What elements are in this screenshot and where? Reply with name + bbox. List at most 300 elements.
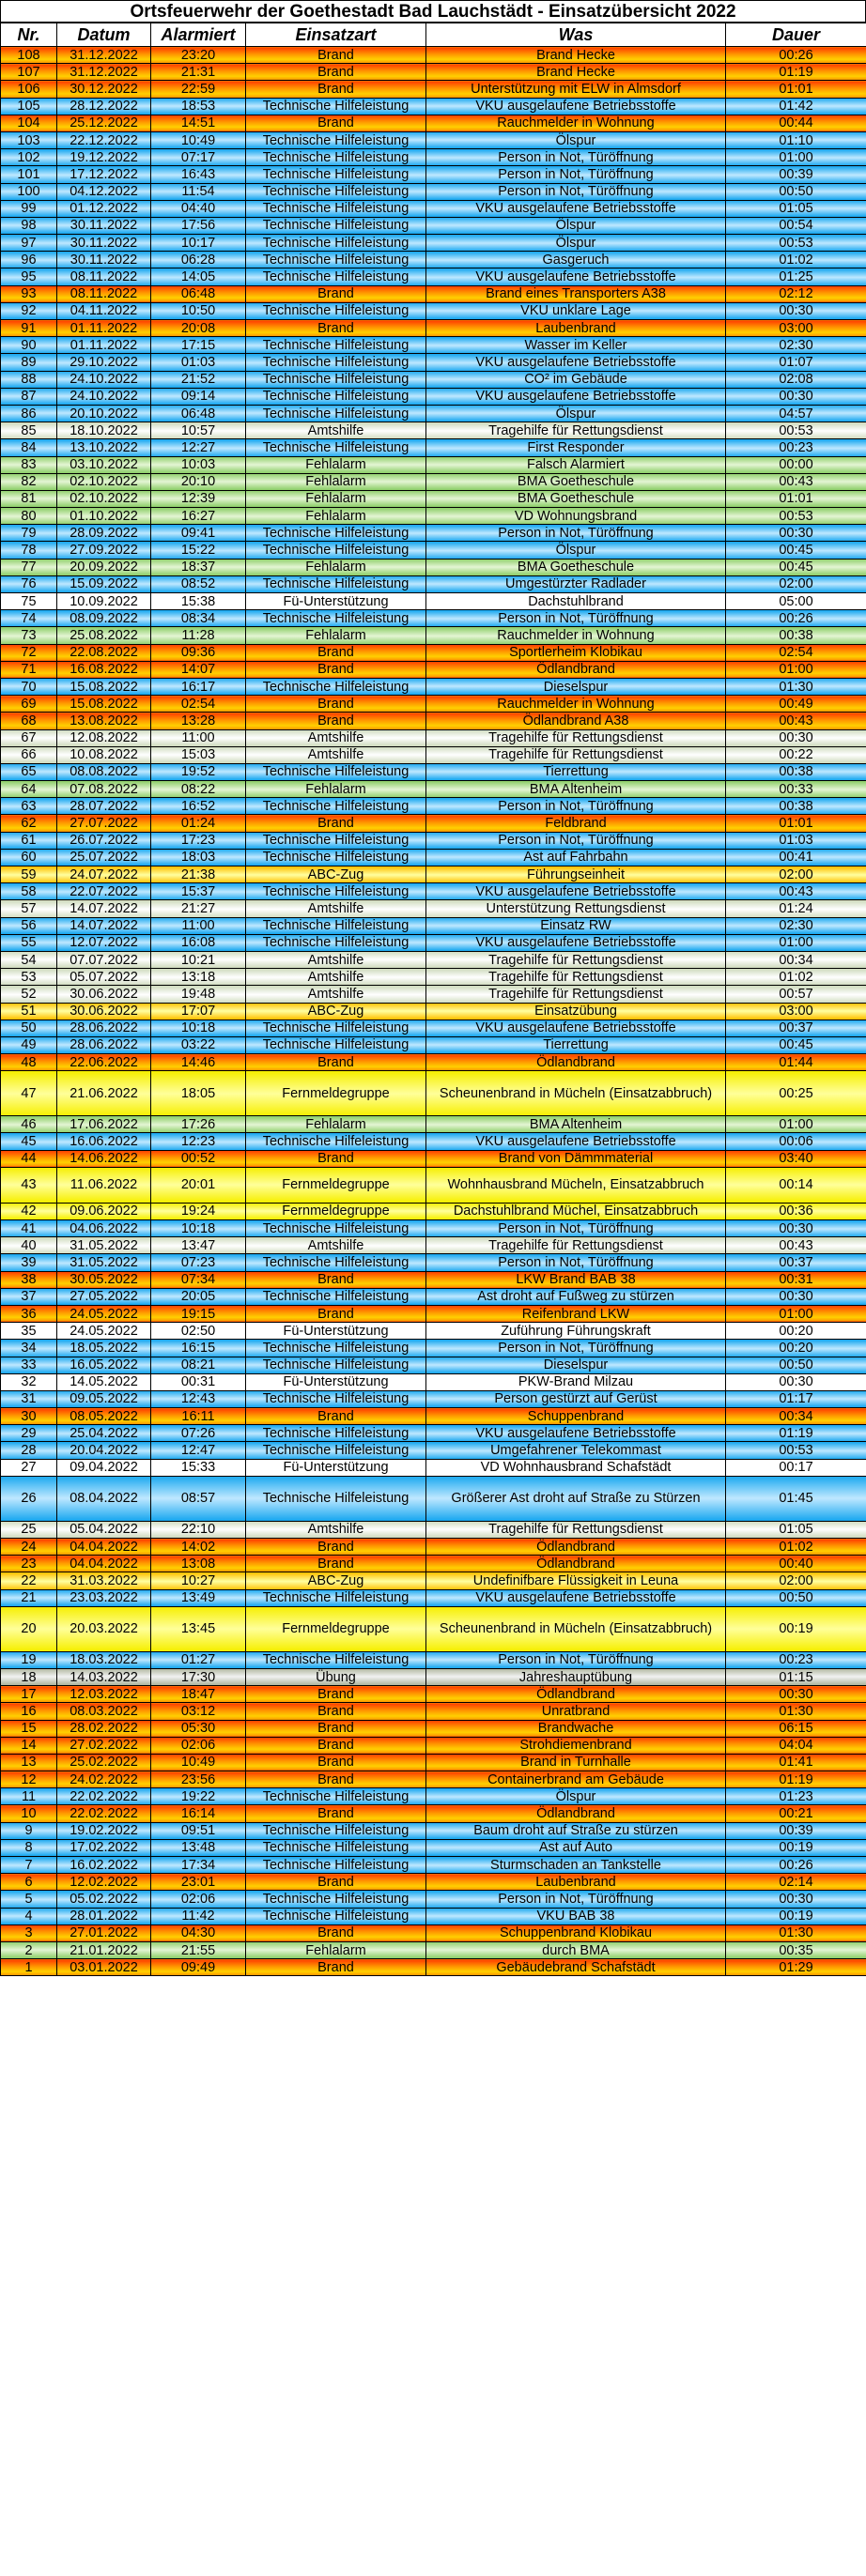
- table-row: [1, 268, 866, 285]
- cell-einsatzart: Technische Hilfeleistung: [246, 1357, 426, 1373]
- cell-datum: 22.02.2022: [57, 1788, 151, 1805]
- cell-was: VKU ausgelaufene Betriebsstoffe: [426, 354, 726, 371]
- cell-was: Dachstuhlbrand Müchel, Einsatzabbruch: [426, 1203, 726, 1219]
- cell-einsatzart: Technische Hilfeleistung: [246, 183, 426, 200]
- cell-datum: 20.09.2022: [57, 559, 151, 575]
- cell-alarmiert: 21:38: [151, 866, 246, 883]
- cell-dauer: 00:41: [726, 849, 866, 866]
- cell-nr: 82: [1, 473, 57, 490]
- cell-alarmiert: 21:31: [151, 64, 246, 81]
- cell-was: LKW Brand BAB 38: [426, 1271, 726, 1288]
- cell-einsatzart: Technische Hilfeleistung: [246, 610, 426, 627]
- cell-einsatzart: Brand: [246, 1959, 426, 1976]
- table-row: [1, 149, 866, 166]
- cell-dauer: 01:29: [726, 1959, 866, 1976]
- table-row: [1, 969, 866, 986]
- cell-einsatzart: Technische Hilfeleistung: [246, 1908, 426, 1924]
- cell-datum: 16.06.2022: [57, 1133, 151, 1150]
- table-row: [1, 1556, 866, 1572]
- cell-nr: 10: [1, 1805, 57, 1822]
- cell-was: VKU BAB 38: [426, 1908, 726, 1924]
- cell-alarmiert: 08:34: [151, 610, 246, 627]
- cell-datum: 12.08.2022: [57, 729, 151, 746]
- table-row: [1, 1425, 866, 1442]
- table-row: [1, 559, 866, 575]
- cell-einsatzart: Technische Hilfeleistung: [246, 934, 426, 951]
- cell-dauer: 02:00: [726, 1572, 866, 1589]
- cell-nr: 87: [1, 388, 57, 405]
- cell-einsatzart: Technische Hilfeleistung: [246, 1442, 426, 1459]
- cell-alarmiert: 11:54: [151, 183, 246, 200]
- cell-nr: 93: [1, 285, 57, 302]
- cell-einsatzart: Technische Hilfeleistung: [246, 252, 426, 268]
- table-row: [1, 217, 866, 234]
- cell-nr: 20: [1, 1606, 57, 1651]
- cell-datum: 07.07.2022: [57, 951, 151, 968]
- cell-nr: 45: [1, 1133, 57, 1150]
- cell-was: Tragehilfe für Rettungsdienst: [426, 969, 726, 986]
- cell-nr: 55: [1, 934, 57, 951]
- cell-einsatzart: Brand: [246, 285, 426, 302]
- cell-alarmiert: 02:54: [151, 696, 246, 713]
- cell-einsatzart: Brand: [246, 64, 426, 81]
- cell-nr: 36: [1, 1305, 57, 1322]
- cell-nr: 49: [1, 1036, 57, 1053]
- cell-alarmiert: 04:40: [151, 200, 246, 217]
- cell-datum: 24.02.2022: [57, 1771, 151, 1788]
- table-row: [1, 1874, 866, 1891]
- cell-datum: 05.07.2022: [57, 969, 151, 986]
- cell-einsatzart: Technische Hilfeleistung: [246, 1651, 426, 1668]
- table-body: [1, 47, 866, 1976]
- cell-nr: 62: [1, 815, 57, 832]
- cell-was: Jahreshauptübung: [426, 1668, 726, 1685]
- cell-was: Zuführung Führungskraft: [426, 1323, 726, 1340]
- cell-einsatzart: Brand: [246, 713, 426, 729]
- cell-datum: 05.04.2022: [57, 1521, 151, 1538]
- cell-einsatzart: Brand: [246, 1054, 426, 1071]
- cell-was: Strohdiemenbrand: [426, 1737, 726, 1754]
- cell-dauer: 00:53: [726, 422, 866, 439]
- cell-was: VD Wohnungsbrand: [426, 508, 726, 525]
- cell-einsatzart: ABC-Zug: [246, 1003, 426, 1020]
- table-row: [1, 1788, 866, 1805]
- cell-nr: 97: [1, 235, 57, 252]
- cell-datum: 16.05.2022: [57, 1357, 151, 1373]
- cell-einsatzart: Technische Hilfeleistung: [246, 1288, 426, 1305]
- cell-einsatzart: Fehlalarm: [246, 490, 426, 507]
- cell-datum: 20.03.2022: [57, 1606, 151, 1651]
- cell-was: Ödlandbrand: [426, 1556, 726, 1572]
- cell-nr: 59: [1, 866, 57, 883]
- cell-alarmiert: 11:42: [151, 1908, 246, 1924]
- cell-einsatzart: Technische Hilfeleistung: [246, 917, 426, 934]
- cell-einsatzart: Technische Hilfeleistung: [246, 371, 426, 388]
- cell-was: Tragehilfe für Rettungsdienst: [426, 951, 726, 968]
- cell-nr: 80: [1, 508, 57, 525]
- cell-nr: 39: [1, 1254, 57, 1271]
- cell-alarmiert: 01:03: [151, 354, 246, 371]
- cell-was: BMA Goetheschule: [426, 490, 726, 507]
- cell-alarmiert: 18:05: [151, 1071, 246, 1116]
- cell-was: Laubenbrand: [426, 1874, 726, 1891]
- cell-einsatzart: Technische Hilfeleistung: [246, 1822, 426, 1839]
- cell-alarmiert: 13:47: [151, 1237, 246, 1254]
- cell-dauer: 03:00: [726, 1003, 866, 1020]
- cell-datum: 27.01.2022: [57, 1924, 151, 1941]
- table-row: [1, 1959, 866, 1976]
- cell-dauer: 01:03: [726, 832, 866, 849]
- cell-nr: 85: [1, 422, 57, 439]
- cell-was: Brand Hecke: [426, 64, 726, 81]
- table-row: [1, 1305, 866, 1322]
- cell-was: Ödlandbrand: [426, 1054, 726, 1071]
- cell-nr: 65: [1, 763, 57, 780]
- cell-dauer: 00:50: [726, 1589, 866, 1606]
- cell-alarmiert: 09:41: [151, 525, 246, 542]
- cell-alarmiert: 12:23: [151, 1133, 246, 1150]
- cell-nr: 44: [1, 1150, 57, 1167]
- cell-einsatzart: Technische Hilfeleistung: [246, 405, 426, 422]
- cell-was: Ölspur: [426, 131, 726, 148]
- table-row: [1, 1003, 866, 1020]
- cell-einsatzart: Technische Hilfeleistung: [246, 439, 426, 456]
- table-row: [1, 1924, 866, 1941]
- cell-einsatzart: Brand: [246, 81, 426, 98]
- cell-datum: 07.08.2022: [57, 781, 151, 798]
- table-row: [1, 1254, 866, 1271]
- cell-was: BMA Altenheim: [426, 1116, 726, 1133]
- cell-dauer: 02:30: [726, 337, 866, 354]
- table-row: [1, 696, 866, 713]
- cell-einsatzart: Brand: [246, 1703, 426, 1720]
- cell-alarmiert: 23:20: [151, 47, 246, 64]
- cell-dauer: 01:44: [726, 1054, 866, 1071]
- table-row: [1, 746, 866, 763]
- cell-alarmiert: 14:05: [151, 268, 246, 285]
- cell-alarmiert: 16:52: [151, 798, 246, 815]
- table-row: [1, 473, 866, 490]
- cell-alarmiert: 08:21: [151, 1357, 246, 1373]
- cell-einsatzart: Brand: [246, 696, 426, 713]
- cell-datum: 13.10.2022: [57, 439, 151, 456]
- cell-was: Wasser im Keller: [426, 337, 726, 354]
- cell-was: VKU ausgelaufene Betriebsstoffe: [426, 98, 726, 115]
- cell-datum: 20.10.2022: [57, 405, 151, 422]
- cell-nr: 57: [1, 900, 57, 917]
- cell-was: VKU ausgelaufene Betriebsstoffe: [426, 200, 726, 217]
- cell-einsatzart: Fehlalarm: [246, 559, 426, 575]
- cell-alarmiert: 16:17: [151, 678, 246, 695]
- cell-was: Person in Not, Türöffnung: [426, 525, 726, 542]
- cell-alarmiert: 01:27: [151, 1651, 246, 1668]
- cell-nr: 41: [1, 1220, 57, 1237]
- cell-was: Führungseinheit: [426, 866, 726, 883]
- cell-einsatzart: Fü-Unterstützung: [246, 593, 426, 610]
- cell-einsatzart: Brand: [246, 1150, 426, 1167]
- header-alarmiert: Alarmiert: [151, 23, 246, 47]
- cell-einsatzart: Fehlalarm: [246, 1941, 426, 1958]
- cell-nr: 101: [1, 166, 57, 183]
- cell-was: Unterstützung Rettungsdienst: [426, 900, 726, 917]
- cell-dauer: 01:10: [726, 131, 866, 148]
- cell-nr: 54: [1, 951, 57, 968]
- cell-nr: 30: [1, 1408, 57, 1425]
- table-row: [1, 883, 866, 900]
- cell-datum: 22.06.2022: [57, 1054, 151, 1071]
- cell-nr: 21: [1, 1589, 57, 1606]
- cell-alarmiert: 19:22: [151, 1788, 246, 1805]
- cell-datum: 03.10.2022: [57, 456, 151, 473]
- cell-was: Tragehilfe für Rettungsdienst: [426, 729, 726, 746]
- cell-alarmiert: 11:00: [151, 729, 246, 746]
- cell-nr: 50: [1, 1020, 57, 1036]
- cell-alarmiert: 10:17: [151, 235, 246, 252]
- cell-nr: 3: [1, 1924, 57, 1941]
- cell-nr: 29: [1, 1425, 57, 1442]
- cell-dauer: 01:02: [726, 252, 866, 268]
- cell-alarmiert: 10:50: [151, 302, 246, 319]
- cell-was: Scheunenbrand in Mücheln (Einsatzabbruch): [426, 1606, 726, 1651]
- cell-datum: 28.06.2022: [57, 1036, 151, 1053]
- cell-was: Containerbrand am Gebäude: [426, 1771, 726, 1788]
- cell-dauer: 02:30: [726, 917, 866, 934]
- cell-nr: 102: [1, 149, 57, 166]
- cell-was: VKU ausgelaufene Betriebsstoffe: [426, 934, 726, 951]
- cell-alarmiert: 18:47: [151, 1686, 246, 1703]
- cell-alarmiert: 20:05: [151, 1288, 246, 1305]
- cell-alarmiert: 14:07: [151, 661, 246, 678]
- cell-dauer: 00:30: [726, 388, 866, 405]
- table-row: [1, 285, 866, 302]
- cell-alarmiert: 22:10: [151, 1521, 246, 1538]
- cell-was: Tierrettung: [426, 763, 726, 780]
- cell-nr: 90: [1, 337, 57, 354]
- cell-dauer: 01:00: [726, 934, 866, 951]
- cell-dauer: 01:19: [726, 64, 866, 81]
- cell-einsatzart: Technische Hilfeleistung: [246, 149, 426, 166]
- cell-nr: 66: [1, 746, 57, 763]
- cell-was: Umgestürzter Radlader: [426, 575, 726, 592]
- cell-alarmiert: 14:51: [151, 115, 246, 131]
- cell-einsatzart: Technische Hilfeleistung: [246, 1036, 426, 1053]
- cell-was: Person in Not, Türöffnung: [426, 166, 726, 183]
- cell-einsatzart: Fernmeldegruppe: [246, 1071, 426, 1116]
- table-row: [1, 490, 866, 507]
- table-row: [1, 508, 866, 525]
- cell-datum: 01.11.2022: [57, 320, 151, 337]
- cell-nr: 26: [1, 1476, 57, 1521]
- cell-datum: 27.09.2022: [57, 542, 151, 559]
- header-datum: Datum: [57, 23, 151, 47]
- cell-was: VKU ausgelaufene Betriebsstoffe: [426, 883, 726, 900]
- table-row: [1, 337, 866, 354]
- cell-nr: 18: [1, 1668, 57, 1685]
- cell-was: Person in Not, Türöffnung: [426, 610, 726, 627]
- cell-einsatzart: Fehlalarm: [246, 456, 426, 473]
- cell-dauer: 04:57: [726, 405, 866, 422]
- cell-alarmiert: 08:57: [151, 1476, 246, 1521]
- cell-was: Gebäudebrand Schafstädt: [426, 1959, 726, 1976]
- cell-dauer: 06:15: [726, 1720, 866, 1737]
- cell-nr: 75: [1, 593, 57, 610]
- cell-nr: 51: [1, 1003, 57, 1020]
- cell-alarmiert: 02:06: [151, 1891, 246, 1908]
- cell-dauer: 00:33: [726, 781, 866, 798]
- cell-einsatzart: Fehlalarm: [246, 781, 426, 798]
- cell-alarmiert: 17:26: [151, 1116, 246, 1133]
- cell-alarmiert: 19:24: [151, 1203, 246, 1219]
- cell-alarmiert: 14:02: [151, 1539, 246, 1556]
- cell-dauer: 01:00: [726, 661, 866, 678]
- cell-nr: 24: [1, 1539, 57, 1556]
- cell-was: Unratbrand: [426, 1703, 726, 1720]
- cell-nr: 76: [1, 575, 57, 592]
- cell-nr: 1: [1, 1959, 57, 1976]
- table-row: [1, 1651, 866, 1668]
- cell-einsatzart: Brand: [246, 47, 426, 64]
- cell-einsatzart: Brand: [246, 115, 426, 131]
- cell-alarmiert: 15:03: [151, 746, 246, 763]
- cell-datum: 21.06.2022: [57, 1071, 151, 1116]
- cell-was: Person in Not, Türöffnung: [426, 1891, 726, 1908]
- cell-was: BMA Goetheschule: [426, 473, 726, 490]
- table-row: [1, 1357, 866, 1373]
- cell-alarmiert: 07:17: [151, 149, 246, 166]
- cell-alarmiert: 17:34: [151, 1857, 246, 1874]
- cell-datum: 25.08.2022: [57, 627, 151, 644]
- cell-alarmiert: 08:22: [151, 781, 246, 798]
- cell-dauer: 00:37: [726, 1020, 866, 1036]
- cell-alarmiert: 18:37: [151, 559, 246, 575]
- cell-nr: 70: [1, 678, 57, 695]
- cell-was: Undefinifbare Flüssigkeit in Leuna: [426, 1572, 726, 1589]
- cell-alarmiert: 19:52: [151, 763, 246, 780]
- cell-datum: 23.03.2022: [57, 1589, 151, 1606]
- cell-alarmiert: 11:00: [151, 917, 246, 934]
- cell-nr: 100: [1, 183, 57, 200]
- cell-einsatzart: Amtshilfe: [246, 422, 426, 439]
- cell-datum: 19.12.2022: [57, 149, 151, 166]
- table-row: [1, 1839, 866, 1856]
- table-row: [1, 1150, 866, 1167]
- cell-was: Ast droht auf Fußweg zu stürzen: [426, 1288, 726, 1305]
- cell-datum: 15.08.2022: [57, 696, 151, 713]
- table-row: [1, 1668, 866, 1685]
- cell-datum: 18.03.2022: [57, 1651, 151, 1668]
- table-row: [1, 644, 866, 661]
- cell-einsatzart: Technische Hilfeleistung: [246, 1020, 426, 1036]
- table-row: [1, 1459, 866, 1476]
- cell-alarmiert: 10:18: [151, 1220, 246, 1237]
- cell-dauer: 00:45: [726, 542, 866, 559]
- cell-dauer: 00:30: [726, 302, 866, 319]
- cell-alarmiert: 21:52: [151, 371, 246, 388]
- cell-einsatzart: Fehlalarm: [246, 627, 426, 644]
- table-row: [1, 1737, 866, 1754]
- cell-dauer: 01:00: [726, 1305, 866, 1322]
- cell-dauer: 05:00: [726, 593, 866, 610]
- cell-alarmiert: 16:15: [151, 1340, 246, 1357]
- cell-was: Dieselspur: [426, 678, 726, 695]
- cell-dauer: 00:38: [726, 798, 866, 815]
- cell-was: PKW-Brand Milzau: [426, 1373, 726, 1390]
- cell-einsatzart: Technische Hilfeleistung: [246, 798, 426, 815]
- cell-datum: 28.02.2022: [57, 1720, 151, 1737]
- cell-was: Dieselspur: [426, 1357, 726, 1373]
- cell-einsatzart: Fernmeldegruppe: [246, 1167, 426, 1203]
- cell-was: Dachstuhlbrand: [426, 593, 726, 610]
- cell-nr: 28: [1, 1442, 57, 1459]
- cell-einsatzart: Technische Hilfeleistung: [246, 354, 426, 371]
- cell-einsatzart: Technische Hilfeleistung: [246, 235, 426, 252]
- cell-alarmiert: 12:39: [151, 490, 246, 507]
- cell-was: Feldbrand: [426, 815, 726, 832]
- cell-datum: 08.08.2022: [57, 763, 151, 780]
- table-row: [1, 1167, 866, 1203]
- cell-was: VKU ausgelaufene Betriebsstoffe: [426, 1589, 726, 1606]
- cell-was: Ast auf Auto: [426, 1839, 726, 1856]
- cell-was: Einsatz RW: [426, 917, 726, 934]
- cell-dauer: 01:45: [726, 1476, 866, 1521]
- cell-einsatzart: Technische Hilfeleistung: [246, 131, 426, 148]
- cell-was: Wohnhausbrand Mücheln, Einsatzabbruch: [426, 1167, 726, 1203]
- cell-datum: 04.12.2022: [57, 183, 151, 200]
- cell-nr: 73: [1, 627, 57, 644]
- table-row: [1, 1116, 866, 1133]
- cell-was: CO² im Gebäude: [426, 371, 726, 388]
- cell-datum: 08.03.2022: [57, 1703, 151, 1720]
- cell-nr: 84: [1, 439, 57, 456]
- table-row: [1, 371, 866, 388]
- cell-alarmiert: 08:52: [151, 575, 246, 592]
- cell-alarmiert: 00:31: [151, 1373, 246, 1390]
- cell-was: Person gestürzt auf Gerüst: [426, 1390, 726, 1407]
- cell-nr: 74: [1, 610, 57, 627]
- cell-datum: 24.10.2022: [57, 371, 151, 388]
- cell-nr: 14: [1, 1737, 57, 1754]
- table-row: [1, 900, 866, 917]
- cell-nr: 58: [1, 883, 57, 900]
- cell-dauer: 01:42: [726, 98, 866, 115]
- cell-was: Rauchmelder in Wohnung: [426, 696, 726, 713]
- cell-nr: 40: [1, 1237, 57, 1254]
- cell-nr: 78: [1, 542, 57, 559]
- cell-dauer: 00:20: [726, 1340, 866, 1357]
- cell-nr: 63: [1, 798, 57, 815]
- cell-dauer: 01:01: [726, 81, 866, 98]
- table-row: [1, 1606, 866, 1651]
- table-row: [1, 763, 866, 780]
- cell-datum: 14.07.2022: [57, 917, 151, 934]
- cell-datum: 26.07.2022: [57, 832, 151, 849]
- table-row: [1, 64, 866, 81]
- cell-was: Unterstützung mit ELW in Almsdorf: [426, 81, 726, 98]
- table-row: [1, 1288, 866, 1305]
- cell-datum: 14.03.2022: [57, 1668, 151, 1685]
- table-row: [1, 1133, 866, 1150]
- cell-einsatzart: Technische Hilfeleistung: [246, 1891, 426, 1908]
- cell-nr: 83: [1, 456, 57, 473]
- cell-einsatzart: Brand: [246, 1771, 426, 1788]
- cell-was: Umgefahrener Telekommast: [426, 1442, 726, 1459]
- cell-nr: 86: [1, 405, 57, 422]
- cell-datum: 31.12.2022: [57, 64, 151, 81]
- cell-alarmiert: 09:49: [151, 1959, 246, 1976]
- cell-einsatzart: Technische Hilfeleistung: [246, 763, 426, 780]
- cell-alarmiert: 11:28: [151, 627, 246, 644]
- cell-nr: 68: [1, 713, 57, 729]
